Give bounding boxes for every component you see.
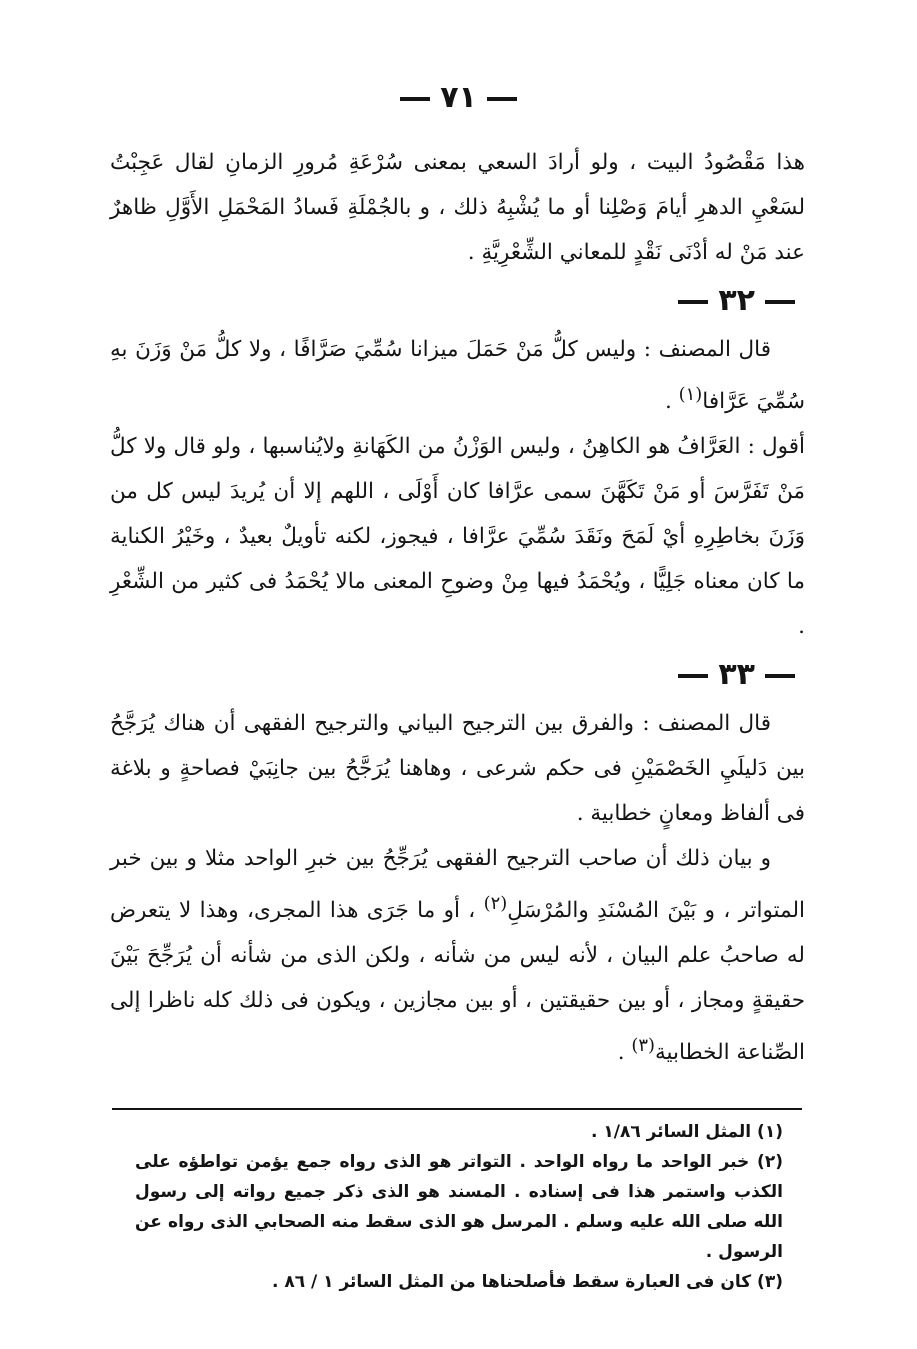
section-33-author-quote: قال المصنف : والفرق بين الترجيح البياني والترجيح الفقهى أن هناك يُرَجَّحُ بين دَليلَيِ الخَصْمَيْنِ فى حكم شرعى ، وهاهنا يُرَجَّحُ بين جانِبَيْ فصاحةٍ و بلاغة فى ألفاظ ومعانٍ خطابية . — [110, 711, 805, 827]
section-33-heading — [110, 649, 805, 701]
explanation-end: . — [617, 1040, 625, 1066]
heading-dash — [678, 300, 708, 304]
intro-paragraph: هذا مَقْصُودُ البيت ، ولو أرادَ السعي بمعنى سُرْعَةِ مُرورِ الزمانِ لقال عَجِبْتُ لسَعْيِ الدهرِ أيامَ وَصْلِنا أو ما يُشْبِهُ ذلك ، و بالجُمْلَةِ فَسادُ المَحْمَلِ الأَوَّلِ ظاهرٌ عند مَنْ له أدْنَى نَقْدٍ للمعاني الشِّعْرِيَّةِ . — [110, 150, 805, 265]
page-number-value: ٧١ — [440, 80, 477, 115]
page-number — [0, 80, 917, 115]
heading-dash — [765, 300, 795, 304]
explanation-part-2: ، أو ما جَرَى هذا المجرى، وهذا لا يتعرض له صاحبُ علم البيان ، لأنه ليس من شأنه ، ولكن الذى من شأنه أن يُرَجِّحَ بَيْنَ حقيقةٍ ومجاز ، أو بين حقيقتين ، أو بين مجازين ، ويكون فى ذلك كله ناظرا إلى الصِّناعة الخطابية — [110, 898, 805, 1066]
footnote-2: (٢) خبر الواحد ما رواه الواحد . التواتر هو الذى رواه جمع يؤمن تواطؤه على الكذب واستمر هذا فى إسناده . المسند هو الذى ذكر جميع رواته إلى رسول الله صلى الله عليه وسلم . المرسل هو الذى سقط منه الصحابي الذى رواه عن الرسول . — [135, 1152, 783, 1262]
footnote-ref-1[interactable]: (١) — [678, 384, 703, 405]
footnote-divider — [112, 1108, 802, 1110]
page-number-dash-right — [487, 97, 517, 101]
section-32-reply: أقول : العَرَّافُ هو الكاهِنُ ، وليس الوَزْنُ من الكَهَانةِ ولايُناسبها ، ولو قال ولا كلُّ مَنْ تَفَرَّسَ أو مَنْ تَكَهَّنَ سمى عرَّافا كان أَوْلَى ، اللهم إلا أن يُريدَ ليس كل من وَزَنَ بخاطِرِهِ أيْ لَمَحَ ونَقَدَ سُمِّيَ عرَّافا ، فيجوز، لكنه تأويلٌ بعيدٌ ، وخَيْرُ الكناية ما كان معناه جَلِيًّا ، ويُحْمَدُ فيها مِنْ وضوحِ المعنى مالا يُحْمَدُ فى كثير من الشِّعْرِ . — [110, 434, 805, 640]
explanation-part-1: و بيان ذلك أن صاحب الترجيح الفقهى يُرَجِّحُ بين خبرِ الواحد مثلا و بين خبر المتواتر ، و بَيْنَ المُسْنَدِ والمُرْسَلِ — [110, 846, 805, 924]
heading-dash — [678, 674, 708, 678]
footnotes — [135, 1117, 805, 1297]
section-32-number: ٣٢ — [718, 283, 755, 318]
section-32-heading — [110, 275, 805, 327]
section-32-author-quote: قال المصنف : وليس كلُّ مَنْ حَمَلَ ميزانا سُمِّيَ صَرَّافًا ، ولا كلُّ مَنْ وَزَنَ بهِ سُمِّيَ عَرَّافا$^{(١)}$ . — [110, 337, 805, 415]
page-number-dash-left — [400, 97, 430, 101]
section-33-number: ٣٣ — [718, 657, 755, 693]
section-33-explanation — [110, 836, 805, 1075]
footnote-3: (٣) كان فى العبارة سقط فأصلحناها من المثل السائر ١ / ٨٦ . — [271, 1272, 783, 1292]
heading-dash — [765, 674, 795, 678]
footnote-ref-2[interactable]: (٢) — [483, 893, 508, 915]
author-quote-text: قال المصنف : وليس كلُّ مَنْ حَمَلَ ميزانا سُمِّيَ صَرَّافًا ، ولا كلُّ مَنْ وَزَنَ بهِ سُمِّيَ عَرَّافا — [110, 337, 805, 415]
footnote-1: (١) المثل السائر ١/٨٦ . — [590, 1122, 783, 1142]
main-text — [110, 140, 805, 1075]
footnote-ref-3[interactable]: (٣) — [631, 1035, 655, 1057]
